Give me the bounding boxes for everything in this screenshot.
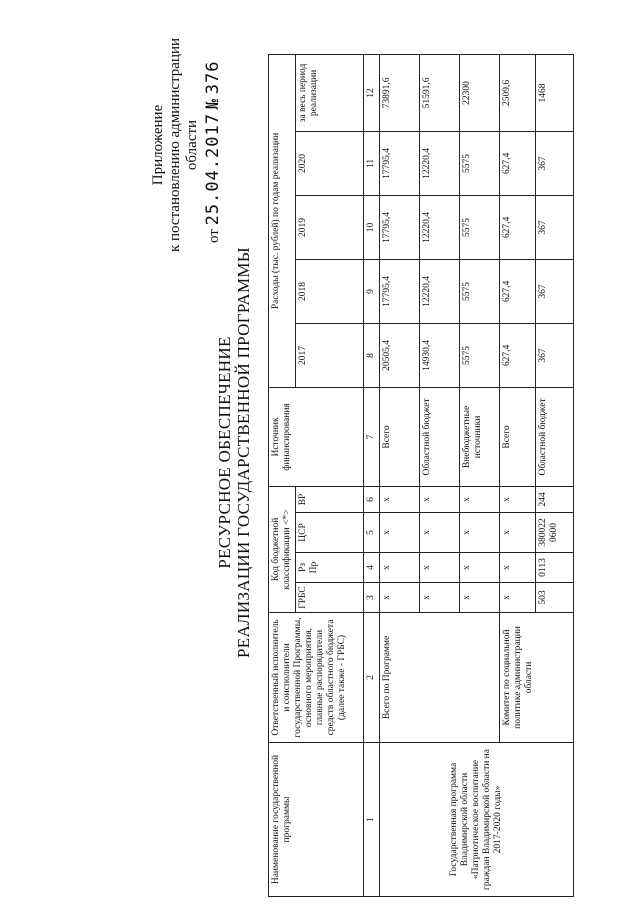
value-total-cell: 2509,6 [500,54,536,131]
header-2017: 2017 [296,323,364,387]
source-cell: Всего [500,387,536,486]
col-number: 1 [364,743,380,897]
rz-pr-cell: x [380,553,420,583]
vr-cell: 244 [536,486,574,512]
date-value: 25.04.2017 [203,113,223,226]
value-2019-cell: 367 [536,195,574,259]
appendix-region: области [184,119,200,171]
value-2017-cell: 367 [536,323,574,387]
csr-cell: 3800220600 [536,513,574,553]
grbs-cell: x [460,583,500,613]
header-expenses: Расходы (тыс. рублей) по годам реализации [269,54,296,387]
value-2018-cell: 627,4 [500,259,536,323]
header-2018: 2018 [296,259,364,323]
col-number: 8 [364,323,380,387]
header-responsible: Ответственный исполнитель и соисполнители государственной Программы, основного мероприятия, главные распорядители средств областного бюджета (далее также - ГРБС) [269,613,364,743]
col-number: 3 [364,583,380,613]
date-prefix: от [206,229,222,243]
csr-cell: x [500,513,536,553]
col-number: 2 [364,613,380,743]
csr-cell: x [420,513,460,553]
grbs-cell: 503 [536,583,574,613]
header-row-1 [269,54,296,896]
header-2020: 2020 [296,131,364,195]
value-2020-cell: 17795,4 [380,131,420,195]
value-2018-cell: 17795,4 [380,259,420,323]
value-2018-cell: 367 [536,259,574,323]
value-2017-cell: 627,4 [500,323,536,387]
value-2017-cell: 20505,4 [380,323,420,387]
col-number: 7 [364,387,380,486]
header-program-name: Наименование государственной программы [269,743,364,897]
value-2019-cell: 627,4 [500,195,536,259]
number-value: 376 [203,60,223,95]
col-number: 10 [364,195,380,259]
value-total-cell: 1468 [536,54,574,131]
program-name-cell: Государственная программа Владимирской области «Патриотическое воспитание граждан Владимирской области на 2017-2020 годы» [380,743,574,897]
header-funding-source: Источник финансирования [269,387,364,486]
col-number: 9 [364,259,380,323]
source-cell: Областной бюджет [420,387,460,486]
csr-cell: x [460,513,500,553]
header-2019: 2019 [296,195,364,259]
value-2017-cell: 14930,4 [420,323,460,387]
vr-cell: x [420,486,460,512]
table-row [380,54,420,896]
appendix-resolution: к постановлению администрации [167,37,183,253]
value-2020-cell: 367 [536,131,574,195]
vr-cell: x [460,486,500,512]
appendix-header [150,25,223,265]
value-2020-cell: 5575 [460,131,500,195]
vr-cell: x [380,486,420,512]
grbs-cell: x [420,583,460,613]
vr-cell: x [500,486,536,512]
document-title-line-2: РЕАЛИЗАЦИИ ГОСУДАРСТВЕННОЙ ПРОГРАММЫ [234,247,253,658]
value-2019-cell: 17795,4 [380,195,420,259]
resource-table [268,54,574,897]
header-total-period: за весь период реализации [296,54,364,131]
value-total-cell: 73891,6 [380,54,420,131]
value-total-cell: 22300 [460,54,500,131]
rz-pr-cell: x [420,553,460,583]
rz-pr-cell: x [460,553,500,583]
number-sign: № [203,98,223,110]
header-vr: ВР [296,486,364,512]
grbs-cell: x [380,583,420,613]
csr-cell: x [380,513,420,553]
source-cell: Областной бюджет [536,387,574,486]
responsible-cell: Всего по Программе [380,613,500,743]
source-cell: Всего [380,387,420,486]
header-budget-code: Код бюджетной классификации <*> [269,486,296,612]
col-number: 6 [364,486,380,512]
header-rz-pr: Рз Пр [296,553,364,583]
column-numbers-row [364,54,380,896]
value-2019-cell: 5575 [460,195,500,259]
col-number: 11 [364,131,380,195]
rz-pr-cell: 0113 [536,553,574,583]
col-number: 12 [364,54,380,131]
value-2019-cell: 12220,4 [420,195,460,259]
value-2020-cell: 627,4 [500,131,536,195]
document-title-line-1: РЕСУРСНОЕ ОБЕСПЕЧЕНИЕ [215,336,234,569]
value-total-cell: 51591,6 [420,54,460,131]
value-2020-cell: 12220,4 [420,131,460,195]
header-grbs: ГРБС [296,583,364,613]
rz-pr-cell: x [500,553,536,583]
value-2017-cell: 5575 [460,323,500,387]
grbs-cell: x [500,583,536,613]
col-number: 5 [364,513,380,553]
value-2018-cell: 5575 [460,259,500,323]
responsible-cell: Комитет по социальной политике администрации области [500,613,574,743]
col-number: 4 [364,553,380,583]
value-2018-cell: 12220,4 [420,259,460,323]
header-csr: ЦСР [296,513,364,553]
appendix-title: Приложение [150,104,166,186]
source-cell: Внебюджетные источники [460,387,500,486]
